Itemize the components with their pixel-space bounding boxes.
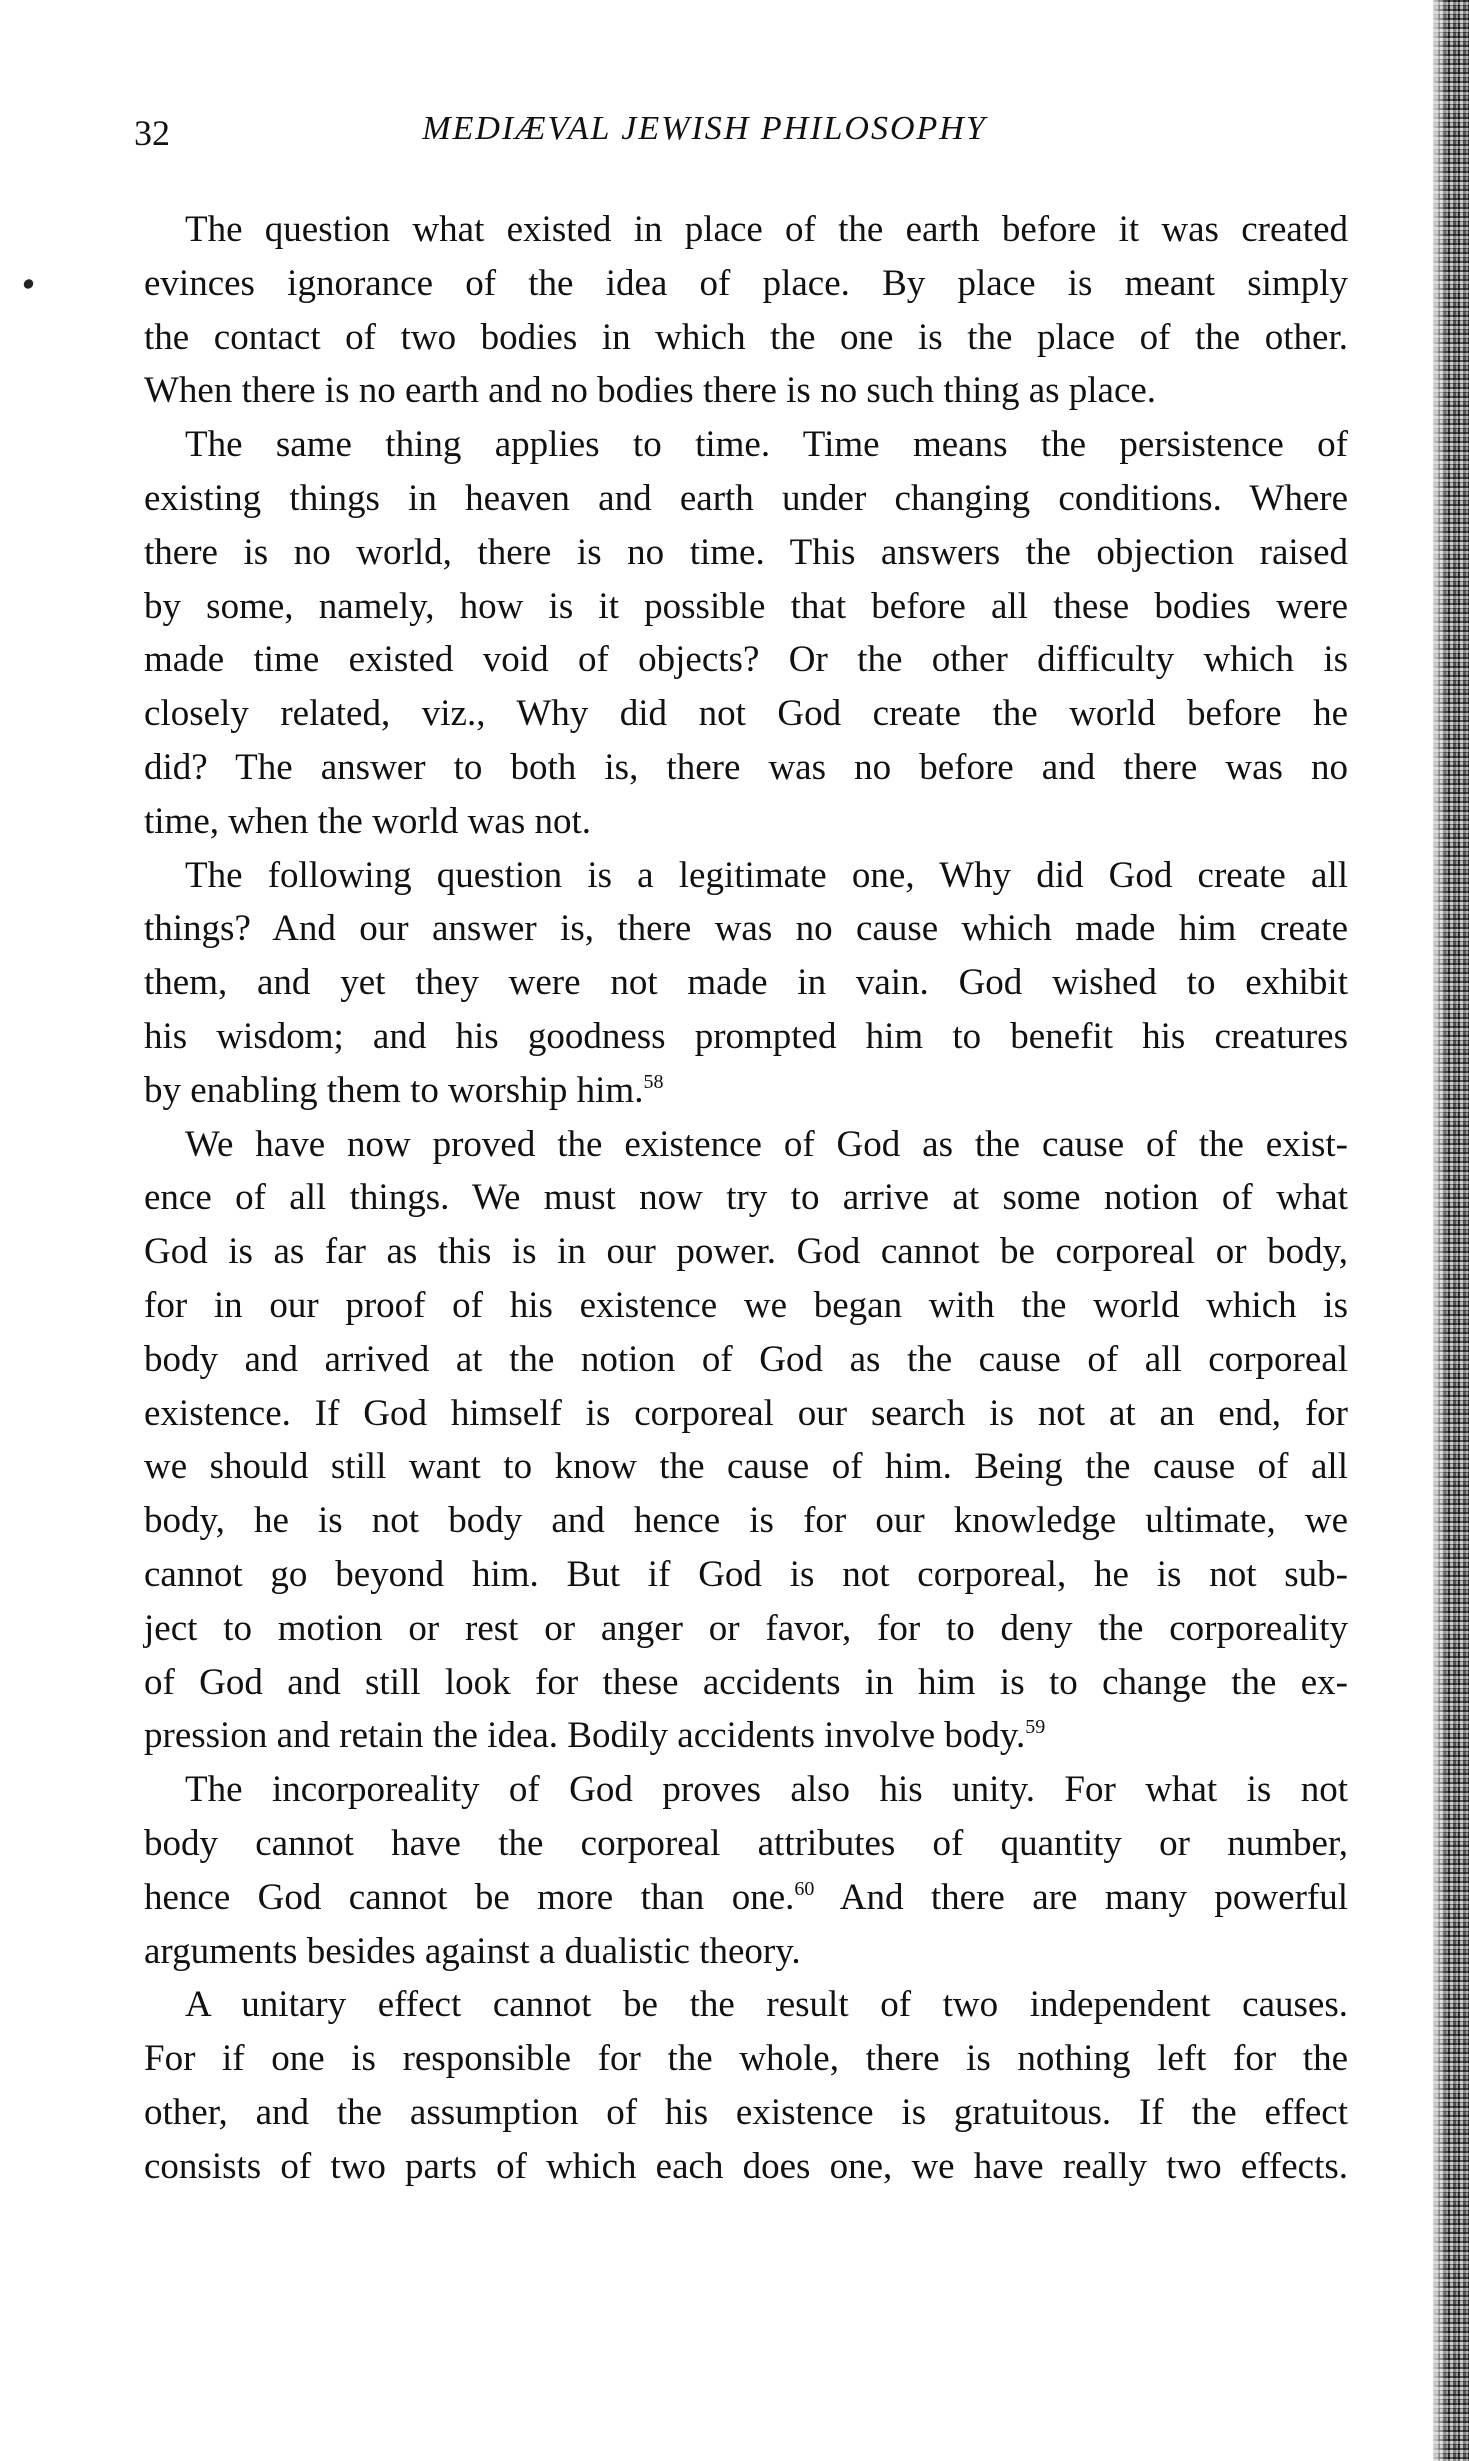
text-line bbox=[144, 2140, 1348, 2194]
text-line bbox=[144, 580, 1348, 634]
line-text: consists of two parts of which each does one, we have really two effects. bbox=[144, 2145, 1348, 2187]
line-text: A unitary effect cannot be the result of two independent causes. bbox=[185, 1984, 1348, 2026]
line-text: of God and still look for these accidents in him is to change the ex- bbox=[144, 1661, 1348, 1703]
running-title: MEDIÆVAL JEWISH PHILOSOPHY bbox=[422, 110, 987, 147]
text-line bbox=[144, 2032, 1348, 2086]
margin-mark bbox=[22, 277, 35, 290]
line-text: we should still want to know the cause of him. Being the cause of all bbox=[144, 1446, 1348, 1488]
text-line bbox=[144, 1709, 1348, 1763]
text-line bbox=[144, 956, 1348, 1010]
line-text: existing things in heaven and earth under changing conditions. Where bbox=[144, 477, 1348, 519]
text-line bbox=[144, 526, 1348, 580]
line-text: hence God cannot be more than one. bbox=[144, 1876, 795, 1918]
text-line bbox=[144, 2086, 1348, 2140]
line-text: We have now proved the existence of God as the cause of the exist- bbox=[185, 1123, 1348, 1165]
line-text: body and arrived at the notion of God as the cause of all corporeal bbox=[144, 1338, 1348, 1380]
footnote-ref: 60 bbox=[794, 1877, 815, 1900]
line-text: by enabling them to worship him. bbox=[144, 1069, 644, 1111]
line-text: evinces ignorance of the idea of place. By place is meant simply bbox=[144, 262, 1348, 304]
line-text: cannot go beyond him. But if God is not corporeal, he is not sub- bbox=[144, 1553, 1348, 1595]
text-line bbox=[144, 1387, 1348, 1441]
footnote-ref: 58 bbox=[643, 1070, 664, 1093]
line-text: other, and the assumption of his existence is gratuitous. If the effect bbox=[144, 2091, 1348, 2133]
text-line bbox=[144, 1171, 1348, 1225]
line-text: body cannot have the corporeal attributes of quantity or number, bbox=[144, 1822, 1348, 1864]
text-line bbox=[144, 1763, 1348, 1817]
text-line bbox=[144, 257, 1348, 311]
line-text: arguments besides against a dualistic theory. bbox=[144, 1930, 801, 1972]
line-text: The following question is a legitimate one, Why did God create all bbox=[185, 854, 1348, 896]
text-line bbox=[144, 1817, 1348, 1871]
line-text: there is no world, there is no time. This answers the objection raised bbox=[144, 531, 1348, 573]
line-text: for in our proof of his existence we began with the world which is bbox=[144, 1284, 1348, 1326]
text-line bbox=[144, 1494, 1348, 1548]
text-line bbox=[144, 472, 1348, 526]
text-line bbox=[144, 1440, 1348, 1494]
text-line bbox=[144, 311, 1348, 365]
line-text: did? The answer to both is, there was no before and there was no bbox=[144, 746, 1348, 788]
line-text: by some, namely, how is it possible that before all these bodies were bbox=[144, 585, 1348, 627]
text-line bbox=[144, 1333, 1348, 1387]
line-text: closely related, viz., Why did not God create the world before he bbox=[144, 693, 1348, 735]
text-line bbox=[144, 1548, 1348, 1602]
text-line bbox=[144, 1064, 1348, 1118]
page-number: 32 bbox=[134, 113, 170, 153]
body-text bbox=[144, 203, 1348, 2193]
text-line bbox=[144, 849, 1348, 903]
text-line bbox=[144, 902, 1348, 956]
text-line bbox=[144, 1118, 1348, 1172]
text-line bbox=[144, 1010, 1348, 1064]
line-text: things? And our answer is, there was no cause which made him create bbox=[144, 908, 1348, 950]
line-text: body, he is not body and hence is for our knowledge ultimate, we bbox=[144, 1500, 1348, 1542]
text-line bbox=[144, 1871, 1348, 1925]
line-text: pression and retain the idea. Bodily accidents involve body. bbox=[144, 1715, 1026, 1757]
text-line bbox=[144, 1925, 1348, 1979]
line-text: When there is no earth and no bodies there is no such thing as place. bbox=[144, 370, 1157, 412]
text-line bbox=[144, 795, 1348, 849]
line-text: ject to motion or rest or anger or favor, for to deny the corporeality bbox=[144, 1607, 1348, 1649]
text-line bbox=[144, 1656, 1348, 1710]
text-line bbox=[144, 1225, 1348, 1279]
text-line bbox=[144, 687, 1348, 741]
line-text: ence of all things. We must now try to arrive at some notion of what bbox=[144, 1177, 1348, 1219]
footnote-ref: 59 bbox=[1025, 1716, 1046, 1739]
line-text: existence. If God himself is corporeal our search is not at an end, for bbox=[144, 1392, 1348, 1434]
line-text: made time existed void of objects? Or the other difficulty which is bbox=[144, 639, 1348, 681]
line-text-continued: And there are many powerful bbox=[814, 1876, 1348, 1918]
text-line bbox=[144, 418, 1348, 472]
text-line bbox=[144, 1602, 1348, 1656]
line-text: The same thing applies to time. Time means the persistence of bbox=[185, 424, 1348, 466]
line-text: time, when the world was not. bbox=[144, 800, 591, 842]
text-line bbox=[144, 741, 1348, 795]
text-line bbox=[144, 364, 1348, 418]
line-text: The incorporeality of God proves also his unity. For what is not bbox=[185, 1769, 1348, 1811]
line-text: the contact of two bodies in which the one is the place of the other. bbox=[144, 316, 1348, 358]
page-edge-texture bbox=[1433, 0, 1469, 2461]
text-line bbox=[144, 1279, 1348, 1333]
line-text: his wisdom; and his goodness prompted him to benefit his creatures bbox=[144, 1015, 1348, 1057]
text-line bbox=[144, 633, 1348, 687]
line-text: God is as far as this is in our power. God cannot be corporeal or body, bbox=[144, 1231, 1348, 1273]
line-text: The question what existed in place of the earth before it was created bbox=[185, 209, 1348, 250]
line-text: For if one is responsible for the whole, there is nothing left for the bbox=[144, 2038, 1348, 2080]
line-text: them, and yet they were not made in vain. God wished to exhibit bbox=[144, 962, 1348, 1004]
text-line bbox=[144, 1978, 1348, 2032]
text-line bbox=[144, 203, 1348, 257]
